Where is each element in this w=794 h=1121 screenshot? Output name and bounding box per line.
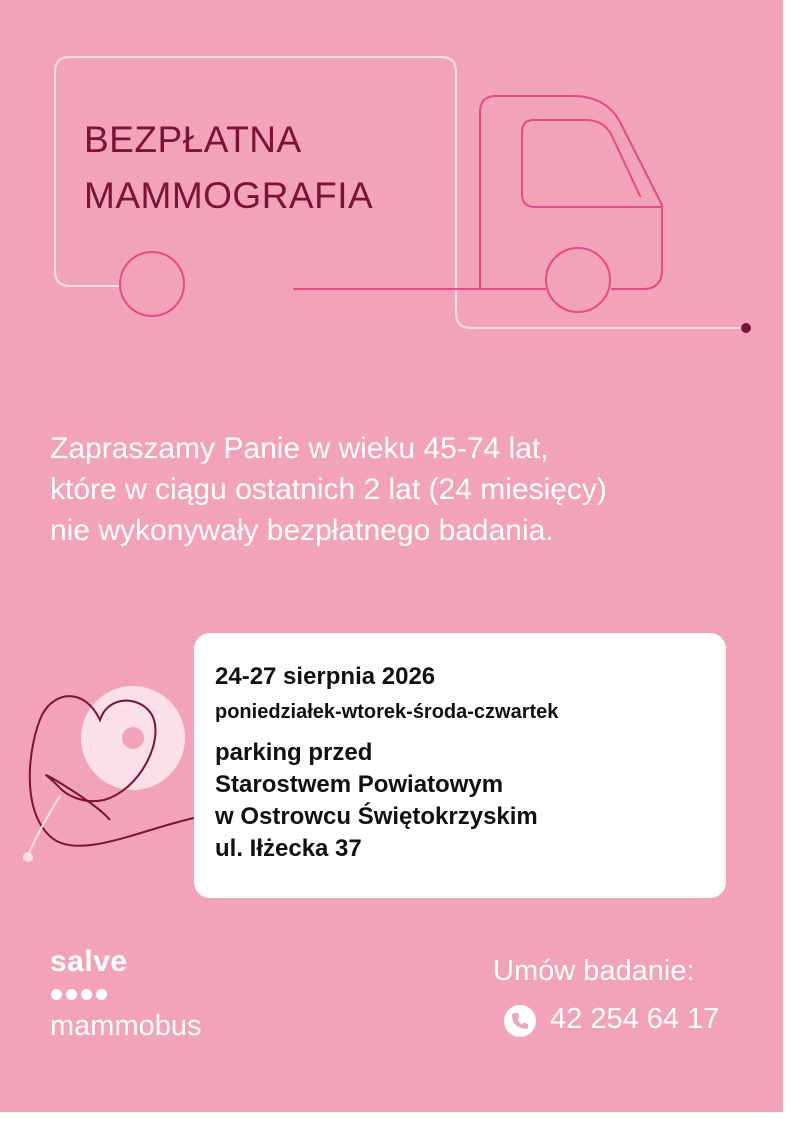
invitation-line-3: nie wykonywały bezpłatnego badania. [50, 514, 554, 547]
phone-number[interactable]: 42 254 64 17 [550, 1003, 720, 1035]
location-line-2: Starostwem Powiatowym [215, 771, 504, 798]
truck-end-dot [741, 323, 751, 333]
event-date: 24-27 sierpnia 2026 [215, 663, 436, 690]
location-line-3: w Ostrowcu Świętokrzyskim [215, 803, 538, 830]
heart-spot [122, 727, 144, 749]
brand-logo-salve: salve [50, 945, 128, 978]
invitation-line-2: które w ciągu ostatnich 2 lat (24 miesięcy) [50, 473, 607, 506]
event-info-card [194, 633, 726, 898]
brand-logo-dots [51, 987, 111, 1005]
phone-icon [504, 1005, 536, 1037]
contact-label: Umów badanie: [493, 955, 695, 987]
heart-tail-dot [23, 852, 33, 862]
event-days: poniedziałek-wtorek-środa-czwartek [215, 701, 559, 723]
truck-front-wheel [546, 248, 610, 312]
headline-line-2: MAMMOGRAFIA [84, 175, 374, 216]
headline [84, 112, 444, 224]
headline-line-1: BEZPŁATNA [84, 119, 302, 160]
invitation-text [50, 428, 770, 551]
brand-logo-mammobus: mammobus [50, 1010, 202, 1042]
location-line-4: ul. Iłżecka 37 [215, 835, 362, 862]
truck-rear-wheel [120, 252, 184, 316]
invitation-line-1: Zapraszamy Panie w wieku 45-74 lat, [50, 432, 549, 465]
location-line-1: parking przed [215, 739, 373, 766]
heart-line-icon [23, 686, 194, 862]
